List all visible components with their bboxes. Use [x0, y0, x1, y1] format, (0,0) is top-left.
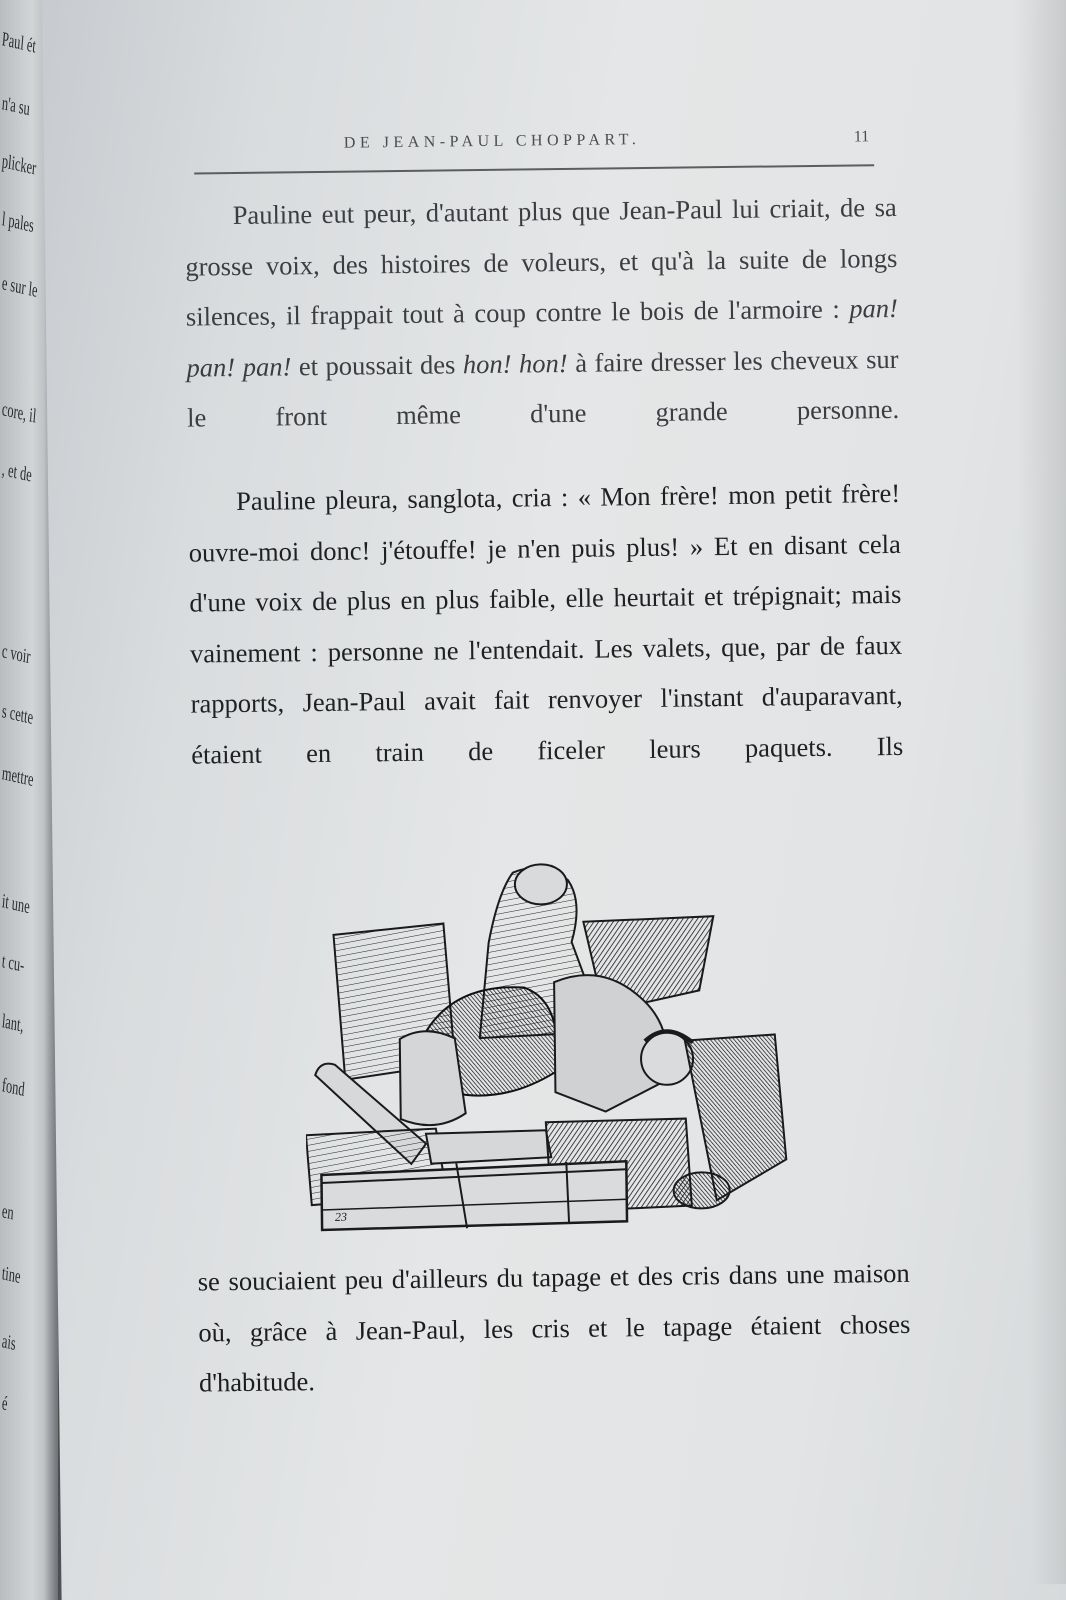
- left-page-fragment: en: [1, 1200, 15, 1225]
- left-page-fragment: fond: [1, 1074, 26, 1102]
- paragraph-2: Pauline pleura, sanglota, cria : « Mon frère! mon petit frère! ouvre-moi donc! j'étouffe! je n'en puis plus! » Et en disant cela d'une voix de plus en plus faible, elle heurtait et trépignait; mais vainement : personne ne l'entendait. Les valets, que, par de faux rapports, Jean-Paul avait fait renvoyer l'instant d'auparavant, étaient en train de ficeler leurs paquets. Ils: [188, 477, 904, 770]
- left-page-fragment: it une: [1, 890, 31, 919]
- left-page-fragment: Paul ét: [1, 28, 37, 58]
- paragraph-1: [184, 182, 899, 443]
- left-page-fragment: plicker: [1, 150, 38, 180]
- left-page-fragment: tine: [1, 1262, 22, 1289]
- italic-text: pan! pan! pan!: [186, 292, 899, 383]
- page-shadow: [1012, 0, 1066, 1584]
- left-page-fragment: mettre: [1, 762, 35, 792]
- left-page-fragment: core, il: [1, 398, 38, 428]
- text-run: et poussait des: [291, 348, 464, 381]
- left-page-fragment: ais: [1, 1330, 17, 1355]
- page-number: 11: [853, 128, 870, 146]
- text-run: Pauline eut peur, d'autant plus que Jean-Paul lui criait, de sa grosse voix, des histoires de voleurs, et qu'à la suite de longs silences, il frappait tout à coup contre le bois de l'armoire :: [185, 191, 898, 332]
- left-page-fragment: n'a su: [1, 92, 31, 121]
- left-page-fragment: c voir: [1, 640, 32, 669]
- header-rule: [194, 164, 874, 174]
- text-run: à faire dresser les cheveux sur le front même d'une grande personne.: [186, 343, 900, 433]
- engraver-signature: 23: [334, 1209, 348, 1224]
- paragraph-3: se souciaient peu d'ailleurs du tapage et des cris dans une maison où, grâce à Jean-Paul, les cris et le tapage étaient choses d'habitude.: [197, 1257, 911, 1398]
- running-head: DE JEAN-PAUL CHOPPART.: [343, 131, 641, 152]
- italic-text: hon! hon!: [462, 347, 568, 379]
- page-header: [194, 128, 884, 160]
- left-page-fragment: e sur le: [1, 272, 39, 302]
- left-page-fragment: , et de: [1, 458, 33, 487]
- left-page-fragment: é: [1, 1392, 9, 1416]
- left-page-fragment: t cu-: [1, 950, 26, 977]
- left-page-fragment: s cette: [1, 700, 35, 729]
- engraving-illustration: [303, 859, 796, 1237]
- book-page: [42, 0, 1066, 1600]
- left-page-fragment: lant,: [1, 1010, 25, 1037]
- left-page-fragment: l pales: [1, 208, 35, 238]
